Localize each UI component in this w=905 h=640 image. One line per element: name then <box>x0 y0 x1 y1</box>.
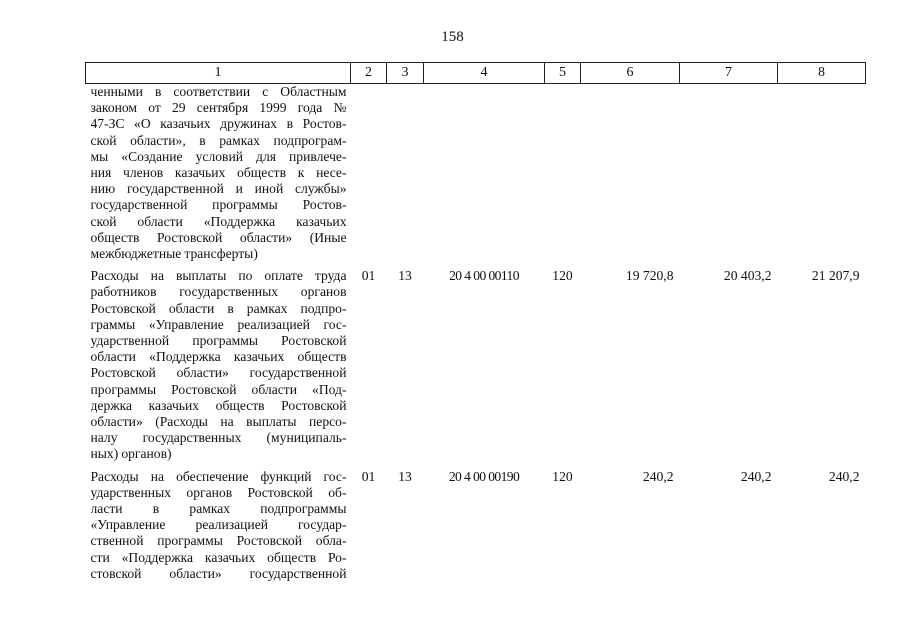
row-subsection-code: 13 <box>398 268 412 284</box>
description-line: Расходы на обеспечение функций гос- <box>90 468 347 484</box>
description-line: граммы «Управление реализацией гос- <box>90 316 347 332</box>
description-line: области «Поддержка казачьих обществ <box>90 349 347 365</box>
description-line: работников государственных органов <box>90 284 347 300</box>
description-line: «Управление реализацией государ- <box>90 517 347 533</box>
description-line: государственной программы Ростов- <box>90 197 347 213</box>
header-col-7: 7 <box>680 63 778 84</box>
row-amount-year-1: 240,2 <box>642 468 674 484</box>
header-col-2: 2 <box>351 63 387 84</box>
description-line: стовской области» государственной <box>90 565 347 581</box>
description-line: ченными в соответствии с Областным <box>90 84 347 99</box>
description-line: межбюджетные трансферты) <box>90 246 258 262</box>
header-col-4: 4 <box>424 63 545 84</box>
row-amount-year-2: 20 403,2 <box>723 268 772 284</box>
table-header <box>86 63 866 84</box>
row-amount-year-2: 240,2 <box>740 468 772 484</box>
row-amount-year-1: 19 720,8 <box>625 268 674 284</box>
row-amount-year-3 <box>778 84 866 263</box>
description-line: обществ Ростовской области» (Иные <box>90 229 347 245</box>
description-line: законом от 29 сентября 1999 года № <box>90 100 347 116</box>
header-col-5: 5 <box>545 63 581 84</box>
row-amount-year-2 <box>680 84 778 263</box>
description-line: Расходы на выплаты по оплате труда <box>90 268 347 284</box>
row-amount-year-3: 21 207,9 <box>811 268 860 284</box>
description-line: ния членов казачьих обществ к несе- <box>90 165 347 181</box>
description-line: ской области», в рамках подпрограм- <box>90 132 347 148</box>
description-line: ударственной программы Ростовской <box>90 333 347 349</box>
header-col-8: 8 <box>778 63 866 84</box>
description-line: сти «Поддержка казачьих обществ Ро- <box>90 549 347 565</box>
row-description <box>86 268 351 462</box>
description-line: ных) органов) <box>90 446 172 462</box>
description-line: ударственных органов Ростовской об- <box>90 484 347 500</box>
row-section-code: 01 <box>361 468 376 484</box>
budget-table <box>85 62 866 582</box>
description-line: держка казачьих обществ Ростовской <box>90 397 347 413</box>
row-amount-year-3: 240,2 <box>828 468 860 484</box>
row-target-article: 20 4 00 00190 <box>448 468 520 484</box>
row-target-article: 20 4 00 00110 <box>449 268 519 284</box>
row-description <box>86 469 351 582</box>
header-col-6: 6 <box>581 63 680 84</box>
header-row <box>86 63 866 84</box>
row-subsection-code <box>387 84 424 263</box>
description-line: нию государственной и иной службы» <box>90 181 347 197</box>
table-row <box>86 84 866 263</box>
description-line: мы «Создание условий для привлече- <box>90 148 347 164</box>
header-col-3: 3 <box>387 63 424 84</box>
description-line: программы Ростовской области «Под- <box>90 381 347 397</box>
description-line: Ростовской области в рамках подпро- <box>90 300 347 316</box>
table-row <box>86 268 866 462</box>
row-description <box>86 84 351 263</box>
row-expense-type <box>545 84 581 263</box>
row-section-code: 01 <box>361 268 376 284</box>
row-subsection-code: 13 <box>398 468 412 484</box>
row-expense-type: 120 <box>552 468 573 484</box>
description-line: Ростовской области» государственной <box>90 365 347 381</box>
description-line: налу государственных (муниципаль- <box>90 430 347 446</box>
description-line: области» (Расходы на выплаты персо- <box>90 414 347 430</box>
row-target-article <box>424 84 545 263</box>
description-line: 47-ЗС «О казачьих дружинах в Ростов- <box>90 116 347 132</box>
row-expense-type: 120 <box>552 268 573 284</box>
description-line: ственной программы Ростовской обла- <box>90 533 347 549</box>
table-body <box>86 84 866 583</box>
row-section-code <box>351 84 387 263</box>
table-row <box>86 469 866 582</box>
description-line: ласти в рамках подпрограммы <box>90 501 347 517</box>
header-col-1: 1 <box>86 63 351 84</box>
row-amount-year-1 <box>581 84 680 263</box>
description-line: ской области «Поддержка казачьих <box>90 213 347 229</box>
page-number: 158 <box>441 29 464 45</box>
